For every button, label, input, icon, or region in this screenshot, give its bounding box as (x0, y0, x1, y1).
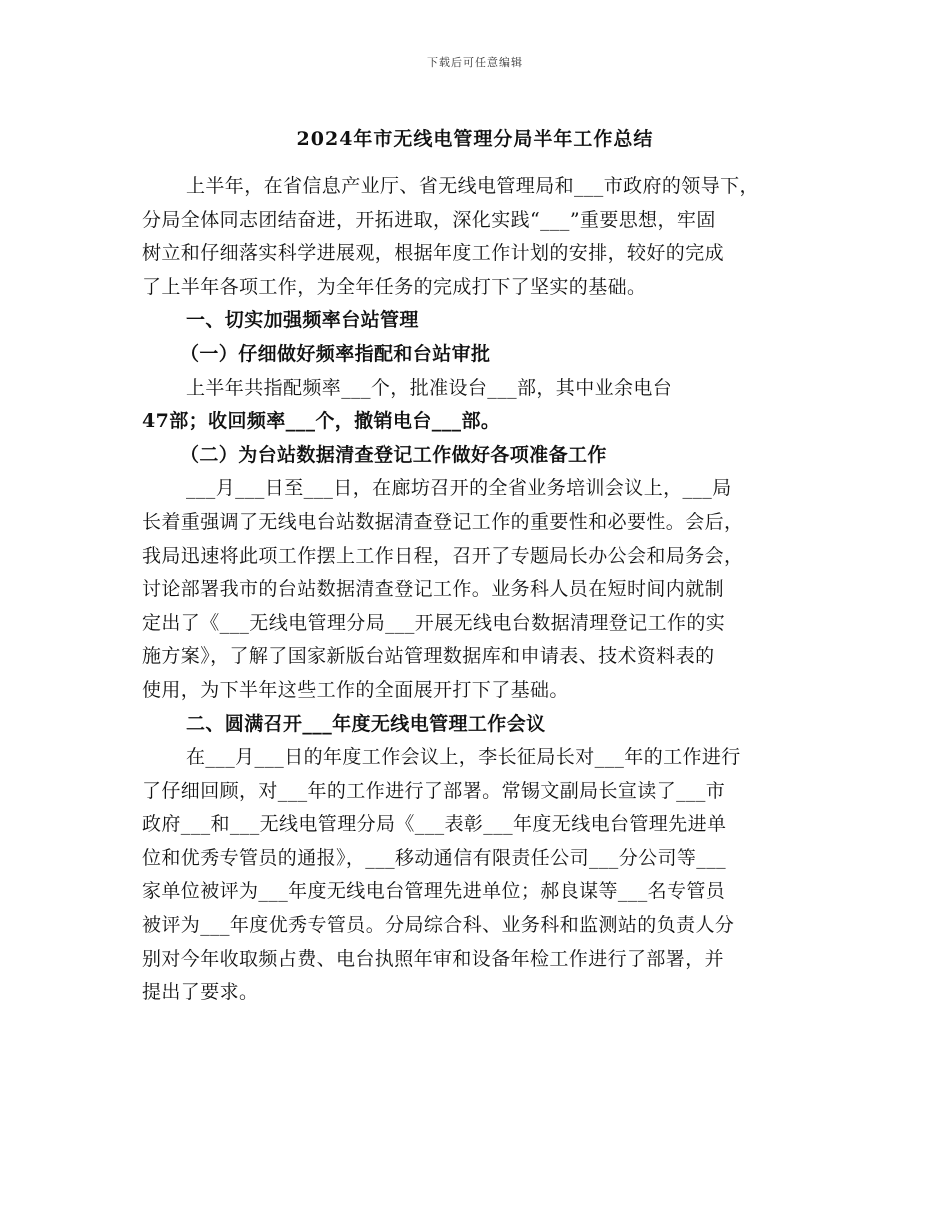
paragraph-line: 讨论部署我市的台站数据清查登记工作。业务科人员在短时间内就制 (142, 578, 725, 601)
paragraph-line: 分局全体同志团结奋进，开拓进取，深化实践“___”重要思想，牢固 (142, 208, 716, 231)
paragraph-line: 长着重强调了无线电台站数据清查登记工作的重要性和必要性。会后， (142, 510, 744, 533)
paragraph-line: 使用，为下半年这些工作的全面展开打下了基础。 (142, 678, 569, 701)
section-heading: 一、切实加强频率台站管理 (186, 309, 419, 332)
paragraph-line: 定出了《___无线电管理分局___开展无线电台数据清理登记工作的实 (142, 611, 726, 634)
paragraph-line: 提出了要求。 (142, 981, 259, 1004)
section-heading: 47部；收回频率___个，撤销电台___部。 (142, 410, 501, 433)
paragraph-line: 上半年共指配频率___个，批准设台___部，其中业余电台 (186, 376, 673, 399)
section-heading: （二）为台站数据清查登记工作做好各项准备工作 (180, 443, 607, 466)
paragraph-line: 被评为___年度优秀专管员。分局综合科、业务科和监测站的负责人分 (142, 914, 735, 937)
section-heading: 二、圆满召开___年度无线电管理工作会议 (186, 712, 546, 735)
paragraph-line: 别对今年收取频占费、电台执照年审和设备年检工作进行了部署，并 (142, 947, 725, 970)
paragraph-line: ___月___日至___日，在廊坊召开的全省业务培训会议上，___局 (186, 477, 732, 500)
header-note: 下载后可任意编辑 (427, 56, 523, 69)
section-heading: （一）仔细做好频率指配和台站审批 (180, 342, 491, 365)
document-body (142, 170, 810, 1010)
paragraph-line: 在___月___日的年度工作会议上，李长征局长对___年的工作进行 (186, 746, 741, 769)
paragraph-line: 上半年，在省信息产业厅、省无线电管理局和___市政府的领导下， (186, 175, 759, 197)
paragraph-line: 施方案》，了解了国家新版台站管理数据库和申请表、技术资料表的 (142, 645, 715, 668)
paragraph-line: 位和优秀专管员的通报》，___移动通信有限责任公司___分公司等___ (142, 846, 727, 869)
paragraph-line: 树立和仔细落实科学进展观，根据年度工作计划的安排，较好的完成 (142, 242, 725, 265)
paragraph-line: 政府___和___无线电管理分局《___表彰___年度无线电台管理先进单 (142, 813, 727, 836)
paragraph-line: 我局迅速将此项工作摆上工作日程，召开了专题局长办公会和局务会， (142, 544, 744, 567)
paragraph-line: 家单位被评为___年度无线电台管理先进单位；郝良谋等___名专管员 (142, 880, 726, 903)
paragraph-line: 了上半年各项工作，为全年任务的完成打下了坚实的基础。 (142, 275, 647, 298)
paragraph-line: 了仔细回顾，对___年的工作进行了部署。常锡文副局长宣读了___市 (142, 779, 726, 802)
document-title: 2024年市无线电管理分局半年工作总结 (296, 128, 654, 150)
